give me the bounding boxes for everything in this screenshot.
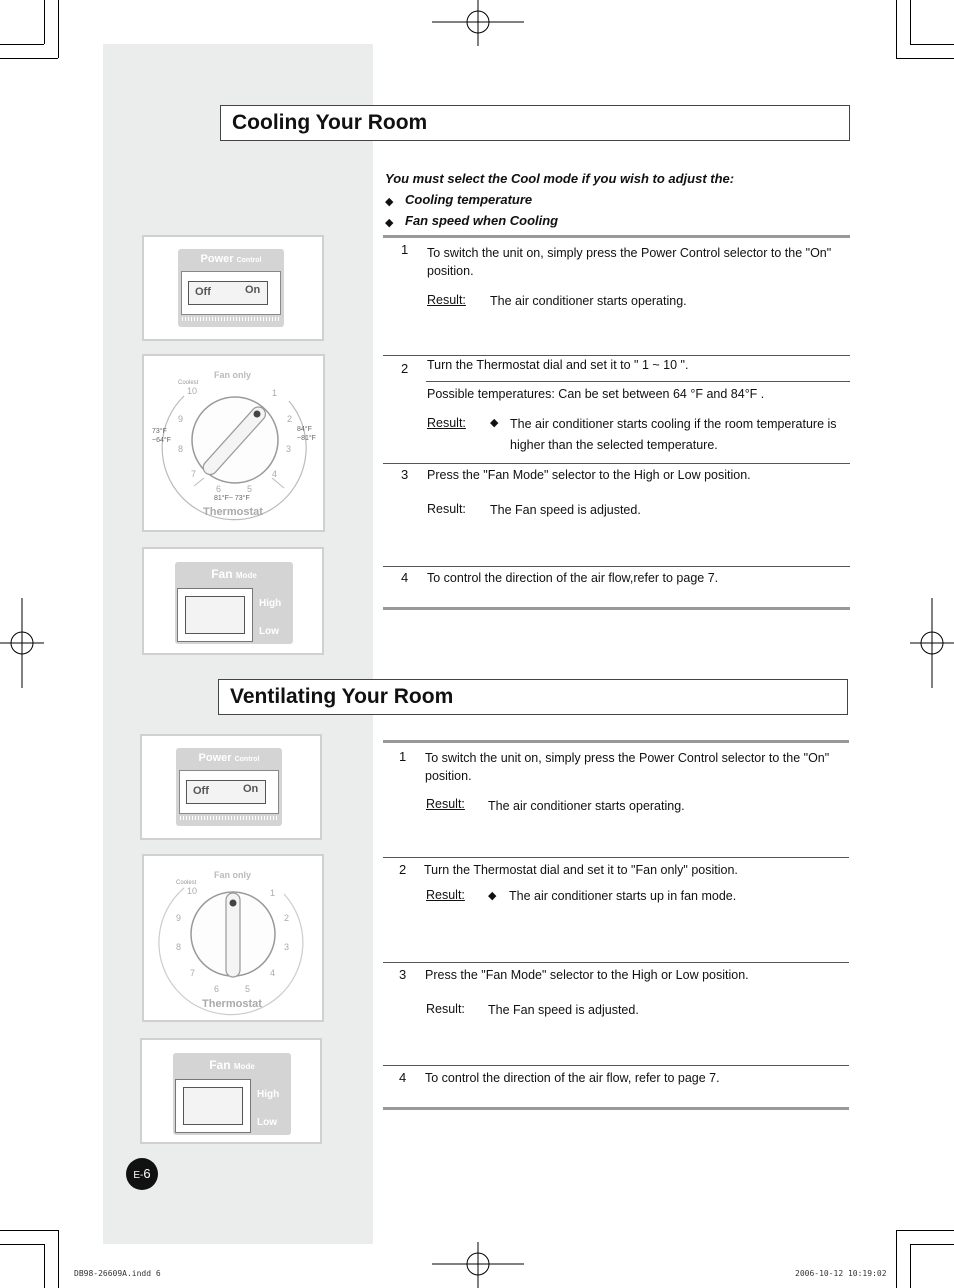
cooling-bullet: Fan speed when Cooling [405, 213, 559, 228]
page-number: 6 [143, 1166, 151, 1181]
dial-digit: 2 [287, 414, 293, 424]
thermostat-illustration [142, 354, 325, 532]
thermostat-label: Thermostat [203, 506, 263, 518]
crop-mark [910, 0, 911, 44]
registration-mark [432, 1242, 524, 1288]
temp-range-bottom: 81°F~ 73°F [214, 495, 250, 502]
coolest-label: Coolest [176, 880, 197, 886]
low-label: Low [257, 1117, 277, 1128]
dial-digit: 1 [272, 388, 278, 398]
step-note: Possible temperatures: Can be set between 64 °F and 84°F . [427, 387, 765, 401]
dial-digit: 5 [245, 984, 251, 994]
result-label: Result: [426, 1002, 465, 1016]
crop-mark [58, 0, 59, 58]
dial-digit: 1 [270, 888, 276, 898]
power-rocker-switch [186, 780, 266, 804]
step-text: Turn the Thermostat dial and set it to "Fan only" position. [424, 863, 738, 877]
dial-digit: 9 [176, 913, 182, 923]
result-text: The air conditioner starts operating. [488, 799, 685, 813]
cooling-bullet: Cooling temperature [405, 192, 533, 207]
crop-mark [896, 58, 954, 59]
bullet-diamond-icon: ◆ [385, 217, 394, 229]
registration-mark [910, 598, 954, 688]
control-label: Control [236, 257, 262, 264]
high-label: High [257, 1089, 280, 1100]
dial-digit: 9 [178, 414, 184, 424]
crop-mark [910, 1244, 954, 1245]
step-number: 1 [399, 749, 407, 764]
step-number: 1 [401, 242, 409, 257]
registration-mark [432, 0, 524, 46]
fan-only-label: Fan only [214, 370, 252, 380]
vent-strip [182, 317, 280, 321]
fan-mode-illustration [140, 1038, 322, 1144]
fan-label: Fan [209, 1058, 231, 1072]
step-text: To switch the unit on, simply press the Power Control selector to the "On" position. [425, 751, 830, 783]
result-text: The air conditioner starts up in fan mode. [509, 889, 737, 903]
divider [426, 381, 850, 382]
power-control-plate [176, 748, 282, 826]
step-text: To control the direction of the air flow, refer to page 7. [425, 1071, 720, 1085]
crop-mark [896, 0, 897, 58]
divider [383, 1065, 849, 1066]
dial-digit: 8 [178, 444, 184, 454]
result-label: Result: [427, 293, 466, 307]
crop-mark [44, 0, 45, 44]
crop-mark [58, 1230, 59, 1288]
fan-only-label: Fan only [214, 870, 252, 880]
thermostat-illustration [142, 854, 324, 1022]
dial-digit: 6 [214, 984, 220, 994]
crop-mark [896, 1230, 897, 1288]
divider [383, 740, 849, 743]
divider [383, 1107, 849, 1110]
result-label: Result: [427, 416, 466, 430]
thermostat-label: Thermostat [202, 998, 262, 1010]
fan-label: Fan [211, 567, 233, 581]
dial-digit: 3 [286, 444, 292, 454]
step-text: To switch the unit on, simply press the Power Control selector to the "On" position. [427, 246, 832, 278]
crop-mark [0, 58, 58, 59]
mode-label: Mode [235, 571, 257, 580]
page-number-badge [126, 1158, 158, 1190]
thermostat-dial-graphic [144, 856, 322, 1020]
crop-mark [910, 1244, 911, 1288]
control-label: Control [234, 756, 260, 763]
step-number: 4 [401, 570, 409, 585]
crop-mark [0, 1230, 58, 1231]
divider [383, 607, 850, 610]
page-prefix: E- [133, 1170, 144, 1181]
dial-digit: 10 [187, 386, 198, 396]
fan-switch-housing [175, 1079, 251, 1133]
dial-digit: 3 [284, 942, 290, 952]
divider [383, 463, 850, 464]
fan-rocker-switch [185, 596, 245, 634]
step-text: To control the direction of the air flow,refer to page 7. [427, 571, 719, 585]
section-title-cooling: Cooling Your Room [220, 105, 850, 141]
step-number: 4 [399, 1070, 407, 1085]
cooling-intro: You must select the Cool mode if you wish to adjust the: [385, 171, 735, 186]
bullet-diamond-icon: ◆ [488, 890, 497, 902]
dial-digit: 7 [191, 469, 197, 479]
dial-digit: 10 [187, 886, 198, 896]
power-switch-housing [181, 271, 281, 315]
power-control-illustration [140, 734, 322, 840]
result-label: Result: [426, 797, 465, 811]
divider [383, 235, 850, 238]
footer-timestamp: 2006-10-12 10:19:02 [795, 1269, 887, 1278]
dial-digit: 4 [272, 469, 278, 479]
step-text: Press the "Fan Mode" selector to the High or Low position. [427, 468, 751, 482]
crop-mark [896, 1230, 954, 1231]
result-label: Result: [426, 888, 465, 902]
power-label: Power [198, 752, 232, 764]
step-text: Turn the Thermostat dial and set it to " 1 ~ 10 ". [427, 358, 689, 372]
dial-digit: 5 [247, 484, 253, 494]
registration-mark [0, 598, 44, 688]
dial-digit: 6 [216, 484, 222, 494]
result-text: The Fan speed is adjusted. [488, 1003, 639, 1017]
high-label: High [259, 598, 282, 609]
step-number: 2 [401, 361, 409, 376]
dial-digit: 4 [270, 968, 276, 978]
power-label: Power [200, 253, 234, 265]
footer-filename: DB98-26609A.indd 6 [74, 1269, 161, 1278]
fan-mode-plate [173, 1053, 291, 1135]
power-control-plate [178, 249, 284, 327]
low-label: Low [259, 626, 279, 637]
off-label: Off [193, 785, 209, 797]
bullet-diamond-icon: ◆ [385, 196, 394, 208]
coolest-label: Coolest [178, 380, 199, 386]
step-text: Press the "Fan Mode" selector to the High or Low position. [425, 968, 749, 982]
on-label: On [243, 783, 259, 795]
fan-mode-plate [175, 562, 293, 644]
divider [383, 566, 850, 567]
fan-rocker-switch [183, 1087, 243, 1125]
step-number: 2 [399, 862, 407, 877]
fan-mode-illustration [142, 547, 324, 655]
bullet-diamond-icon: ◆ [490, 417, 499, 429]
dial-digit: 2 [284, 913, 290, 923]
power-switch-housing [179, 770, 279, 814]
crop-mark [0, 1244, 44, 1245]
result-text: The air conditioner starts cooling if the room temperature is higher than the selected temperature. [510, 417, 837, 452]
power-rocker-switch [188, 281, 268, 305]
power-control-illustration [142, 235, 324, 341]
divider [383, 962, 849, 963]
step-number: 3 [399, 967, 407, 982]
dial-digit: 8 [176, 942, 182, 952]
on-label: On [245, 284, 261, 296]
result-label: Result: [427, 502, 466, 516]
divider [383, 857, 849, 858]
result-text: The Fan speed is adjusted. [490, 503, 641, 517]
off-label: Off [195, 286, 211, 298]
crop-mark [0, 44, 44, 45]
crop-mark [44, 1244, 45, 1288]
mode-label: Mode [233, 1062, 255, 1071]
section-title-ventilating: Ventilating Your Room [218, 679, 848, 715]
temp-range-left: 73°F ~64°F [152, 428, 171, 444]
step-number: 3 [401, 467, 409, 482]
result-text: The air conditioner starts operating. [490, 294, 687, 308]
dial-digit: 7 [190, 968, 196, 978]
temp-range-right: 84°F ~81°F [297, 426, 316, 442]
crop-mark [910, 44, 954, 45]
vent-strip [180, 816, 278, 820]
fan-switch-housing [177, 588, 253, 642]
